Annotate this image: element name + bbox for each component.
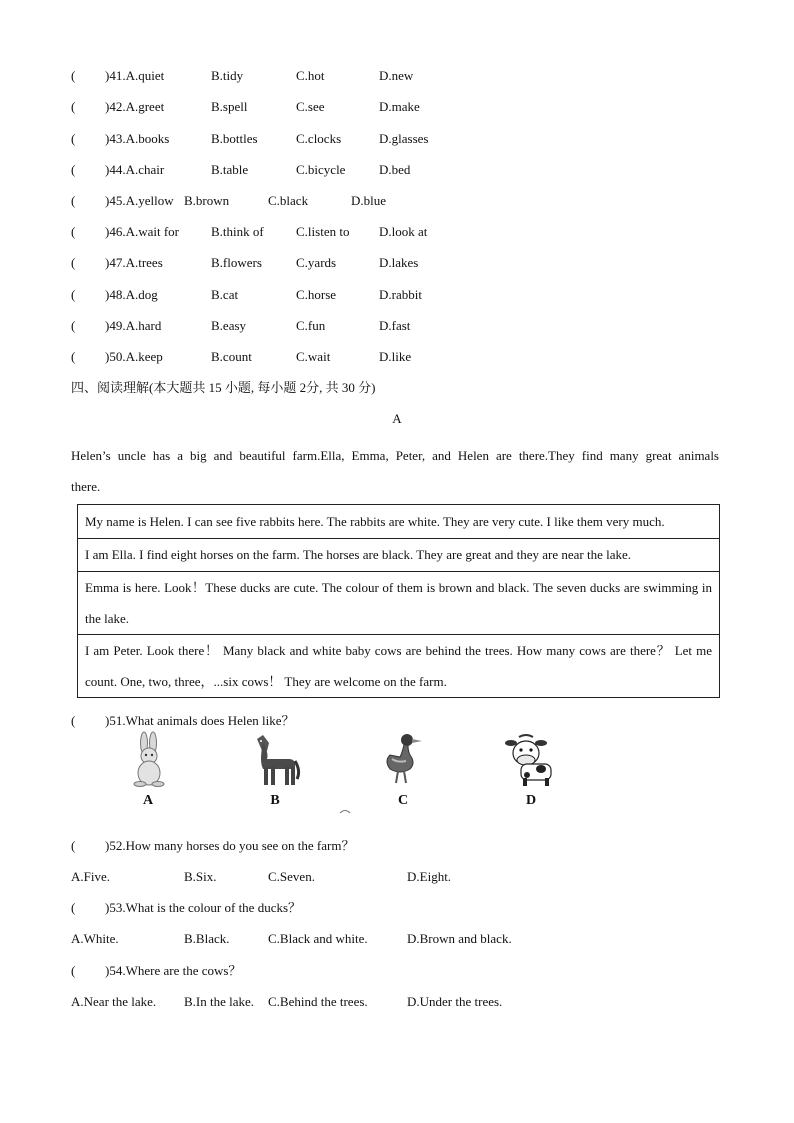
option-c: C.bicycle <box>296 162 346 177</box>
option-c: C.horse <box>296 287 337 302</box>
option-a: A.White. <box>71 931 119 946</box>
section-title: 四、阅读理解(本大题共 15 小题, 每小题 2分, 共 30 分) <box>71 380 376 395</box>
option-a: A.Five. <box>71 869 110 884</box>
option-b: B.brown <box>184 193 230 208</box>
option-d: D.glasses <box>379 131 429 146</box>
option-b: B.bottles <box>211 131 258 146</box>
option-b: B.cat <box>211 287 239 302</box>
passage-cell-emma: Emma is here. Look！These ducks are cute. The colour of them is brown and black. The seven ducks are swimming in the lake. <box>78 572 719 635</box>
option-c: C.Seven. <box>268 869 315 884</box>
question-54-text: )54.Where are the cows？ <box>105 963 242 978</box>
vocab-question <box>0 222 794 242</box>
option-b: B.table <box>211 162 249 177</box>
option-c: C.see <box>296 99 325 114</box>
option-b: B.Six. <box>184 869 217 884</box>
answer-paren-open: ( <box>71 349 76 364</box>
question-52-text: )52.How many horses do you see on the farm？ <box>105 838 355 853</box>
vocab-question <box>0 316 794 336</box>
passage-intro-line1: Helen’s uncle has a big and beautiful farm.Ella, Emma, Peter, and Helen are there.They find many great animals <box>71 448 719 463</box>
answer-paren-open: ( <box>71 900 76 915</box>
question-stem: )44.A.chair <box>105 162 165 177</box>
option-b: B.spell <box>211 99 248 114</box>
answer-paren-open: ( <box>71 99 76 114</box>
option-letter-c: C <box>397 793 409 808</box>
answer-paren-open: ( <box>71 713 76 728</box>
option-a: A.Near the lake. <box>71 994 157 1009</box>
answer-paren-open: ( <box>71 255 76 270</box>
option-d: D.Brown and black. <box>407 931 512 946</box>
horse-icon <box>249 731 301 787</box>
vocab-question <box>0 285 794 305</box>
question-53-text: )53.What is the colour of the ducks？ <box>105 900 302 915</box>
passage-intro-line2: there. <box>71 479 101 494</box>
answer-paren-open: ( <box>71 224 76 239</box>
passage-intro <box>71 440 719 502</box>
rabbit-icon <box>126 731 172 787</box>
option-d: D.like <box>379 349 412 364</box>
option-letter-b: B <box>270 793 280 808</box>
vocab-question <box>0 191 794 211</box>
question-stem: )47.A.trees <box>105 255 163 270</box>
passage-cell-helen: My name is Helen. I can see five rabbits here. The rabbits are white. They are very cute. I like them very much. <box>78 505 719 539</box>
question-stem: )49.A.hard <box>105 318 162 333</box>
option-b: B.In the lake. <box>184 994 255 1009</box>
answer-paren-open: ( <box>71 838 76 853</box>
option-c: C.yards <box>296 255 337 270</box>
option-d: D.lakes <box>379 255 419 270</box>
answer-paren-open: ( <box>71 131 76 146</box>
question-53 <box>0 898 794 918</box>
option-c: C.wait <box>296 349 331 364</box>
vocab-question <box>0 129 794 149</box>
question-54-options <box>0 992 794 1012</box>
answer-paren-open: ( <box>71 162 76 177</box>
question-stem: )42.A.greet <box>105 99 165 114</box>
option-d: D.make <box>379 99 420 114</box>
option-c: C.Behind the trees. <box>268 994 368 1009</box>
option-d: D.blue <box>351 193 387 208</box>
option-c: C.fun <box>296 318 326 333</box>
option-d: D.Under the trees. <box>407 994 503 1009</box>
option-letter-a: A <box>142 793 154 808</box>
option-c: C.black <box>268 193 309 208</box>
option-d: D.Eight. <box>407 869 452 884</box>
question-53-options <box>0 929 794 949</box>
answer-paren-open: ( <box>71 963 76 978</box>
passage-label: A <box>392 411 402 426</box>
question-stem: )48.A.dog <box>105 287 158 302</box>
passage-table <box>77 504 720 698</box>
question-stem: )50.A.keep <box>105 349 163 364</box>
option-b: B.tidy <box>211 68 244 83</box>
cow-icon <box>501 731 557 787</box>
option-b: B.Black. <box>184 931 230 946</box>
question-51-text: )51.What animals does Helen like？ <box>105 713 295 728</box>
vocab-question <box>0 97 794 117</box>
vocab-question <box>0 347 794 367</box>
option-b: B.count <box>211 349 252 364</box>
passage-cell-ella: I am Ella. I find eight horses on the farm. The horses are black. They are great and they are near the lake. <box>78 539 719 572</box>
answer-paren-open: ( <box>71 318 76 333</box>
option-d: D.bed <box>379 162 411 177</box>
question-54 <box>0 961 794 981</box>
option-c: C.clocks <box>296 131 342 146</box>
option-c: C.listen to <box>296 224 350 239</box>
question-52 <box>0 836 794 856</box>
question-stem: )43.A.books <box>105 131 170 146</box>
option-d: D.look at <box>379 224 428 239</box>
question-stem: )41.A.quiet <box>105 68 165 83</box>
page-mark <box>339 808 351 814</box>
vocab-question <box>0 253 794 273</box>
answer-paren-open: ( <box>71 68 76 83</box>
question-stem: )46.A.wait for <box>105 224 180 239</box>
option-b: B.flowers <box>211 255 262 270</box>
option-c: C.Black and white. <box>268 931 368 946</box>
passage-cell-peter: I am Peter. Look there！ Many black and white baby cows are behind the trees. How many cows are there？ Let me count. One, two, three，...six cows！ They are welcome on the farm. <box>85 643 712 689</box>
question-52-options <box>0 867 794 887</box>
option-c: C.hot <box>296 68 325 83</box>
option-letter-d: D <box>525 793 537 808</box>
duck-icon <box>380 731 426 787</box>
option-b: B.think of <box>211 224 264 239</box>
question-stem: )45.A.yellow <box>105 193 174 208</box>
vocab-question <box>0 160 794 180</box>
question-51 <box>0 711 794 731</box>
answer-paren-open: ( <box>71 287 76 302</box>
option-d: D.new <box>379 68 414 83</box>
answer-paren-open: ( <box>71 193 76 208</box>
option-d: D.fast <box>379 318 411 333</box>
vocab-question <box>0 66 794 86</box>
option-b: B.easy <box>211 318 247 333</box>
option-d: D.rabbit <box>379 287 422 302</box>
